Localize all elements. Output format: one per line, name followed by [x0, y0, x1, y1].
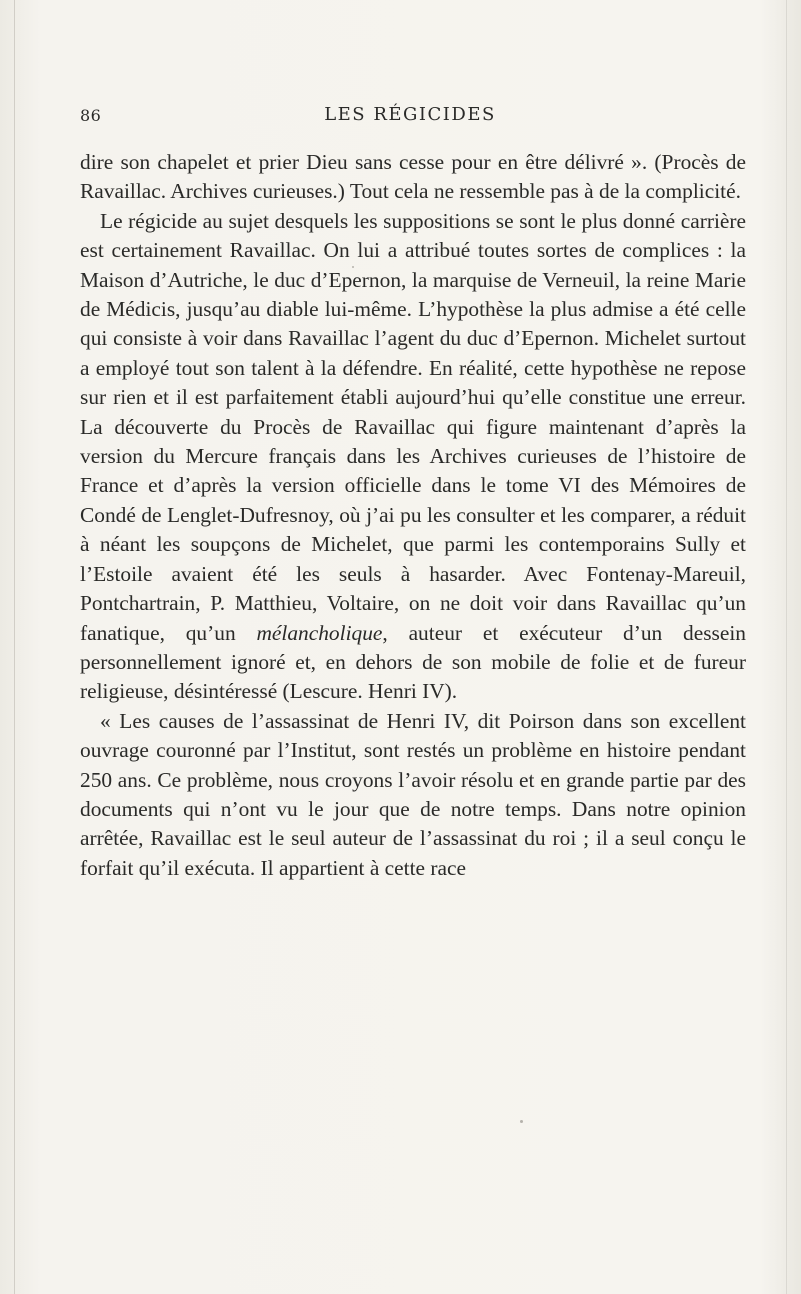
- paragraph-2-text-start: Le régicide au sujet desquels les suppositions se sont le plus donné carrière est certainement Ravaillac. On lui a attribué toutes sortes de complices : la Maison d’Autriche, le duc d’Epernon, la marquise de Verneuil, la reine Marie de Médicis, jusqu’au diable lui-même. L’hypothèse la plus admise a été celle qui consiste à voir dans Ravaillac l’agent du duc d’Epernon. Michelet surtout a employé tout son talent à la défendre. En réalité, cette hypothèse ne repose sur rien et il est parfaitement établi aujourd’hui qu’elle constitue une erreur. La découverte du Procès de Ravaillac qui figure maintenant d’après la version du Mercure français dans les Archives curieuses de l’histoire de France et d’après la version officielle dans le tome VI des Mémoires de Condé de Lenglet-Dufresnoy, où j’ai pu les consulter et les comparer, a réduit à néant les soupçons de Michelet, que parmi les contemporains Sully et l’Estoile avaient été les seuls à hasarder. Avec Fontenay-Mareuil, Pontchartrain, P. Matthieu, Voltaire, on ne doit voir dans Ravaillac qu’un fanatique, qu’un: [80, 208, 746, 645]
- page-edge-right: [786, 0, 787, 1294]
- paragraph-3: [80, 707, 746, 883]
- paragraph-3-text: « Les causes de l’assassinat de Henri IV, dit Poirson dans son excellent ouvrage couronné par l’Institut, sont restés un problème en histoire pendant 250 ans. Ce problème, nous croyons l’avoir résolu et en grande partie par des documents qui n’ont vu le jour que de notre temps. Dans notre opinion arrêtée, Ravaillac est le seul auteur de l’assassinat du roi ; il a seul conçu le forfait qu’il exécuta. Il appartient à cette race: [80, 708, 746, 880]
- paragraph-2-italic-word: mélancholique: [256, 620, 383, 645]
- body-text: [80, 148, 746, 883]
- page-edge-left: [14, 0, 15, 1294]
- scan-speck: [352, 266, 354, 268]
- scan-speck: [520, 1120, 523, 1123]
- paragraph-1: [80, 148, 746, 207]
- running-header: [80, 100, 740, 130]
- page-number: 86: [80, 106, 102, 125]
- running-title: LES RÉGICIDES: [324, 104, 496, 125]
- paragraph-1-text: dire son chapelet et prier Dieu sans cesse pour en être délivré ». (Procès de Ravaillac. Archives curieuses.) Tout cela ne ressemble pas à de la complicité.: [80, 150, 746, 204]
- paragraph-2: [80, 207, 746, 707]
- paragraph-2-text-end: , auteur et exécuteur d’un dessein personnellement ignoré et, en dehors de son mobile de folie et de fureur religieuse, désintéressé (Lescure. Henri IV).: [80, 620, 747, 704]
